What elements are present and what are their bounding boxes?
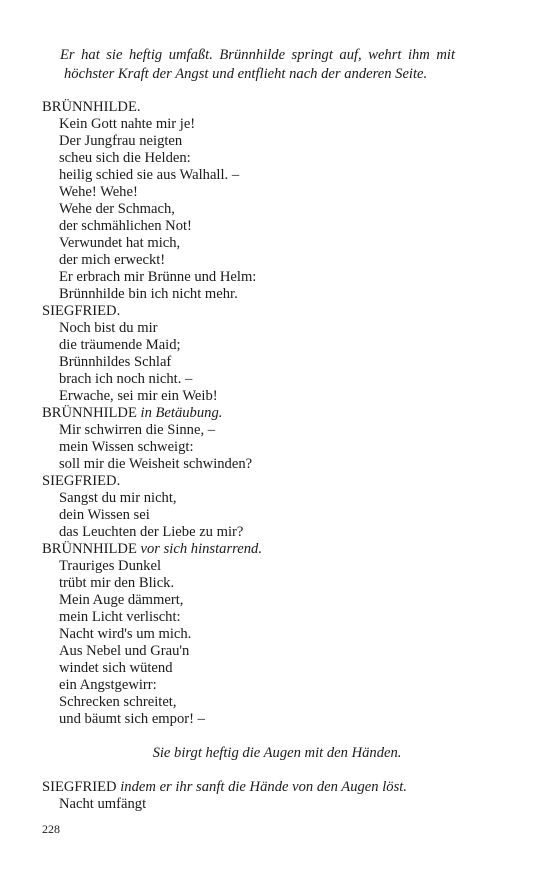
speaker-name: SIEGFRIED.	[42, 473, 121, 489]
speaker-name: BRÜNNHILDE	[42, 405, 137, 421]
verse-line: mein Licht verlischt:	[59, 609, 181, 625]
opening-stage-direction	[60, 46, 455, 84]
verse-line: Nacht umfängt	[59, 796, 147, 812]
page-number: 228	[42, 822, 60, 836]
speaker-direction: in Betäubung.	[140, 405, 223, 421]
verse-line: Wehe! Wehe!	[59, 184, 138, 200]
speaker-name: SIEGFRIED	[42, 779, 117, 795]
verse-line: dein Wissen sei	[59, 507, 150, 523]
verse-line: das Leuchten der Liebe zu mir?	[59, 524, 244, 540]
verse-line: der mich erweckt!	[59, 252, 166, 268]
verse-line: Brünnhilde bin ich nicht mehr.	[59, 286, 238, 302]
verse-line: heilig schied sie aus Walhall. –	[59, 167, 240, 183]
speaker-direction: vor sich hinstarrend.	[140, 541, 262, 557]
verse-line: die träumende Maid;	[59, 337, 181, 353]
dialogue-text	[42, 99, 512, 813]
verse-line: Kein Gott nahte mir je!	[59, 116, 196, 132]
speaker-heading	[42, 405, 512, 422]
speaker-heading	[42, 473, 512, 490]
verse-line: Mir schwirren die Sinne, –	[59, 422, 216, 438]
stage-direction: Sie birgt heftig die Augen mit den Händen.	[152, 745, 402, 761]
speaker-direction: indem er ihr sanft die Hände von den Augen löst.	[120, 779, 407, 795]
verse-line: Wehe der Schmach,	[59, 201, 175, 217]
speaker-name: BRÜNNHILDE.	[42, 99, 141, 115]
verse-line: und bäumt sich empor! –	[59, 711, 205, 727]
verse-line: Der Jungfrau neigten	[59, 133, 183, 149]
verse-line: Er erbrach mir Brünne und Helm:	[59, 269, 257, 285]
verse-line: Trauriges Dunkel	[59, 558, 162, 574]
verse-line: trübt mir den Blick.	[59, 575, 175, 591]
speaker-heading	[42, 99, 512, 116]
verse-line: scheu sich die Helden:	[59, 150, 191, 166]
verse-line: Aus Nebel und Grau'n	[59, 643, 190, 659]
verse-line: mein Wissen schweigt:	[59, 439, 194, 455]
stage-direction-line: höchster Kraft der Angst und entflieht nach der anderen Seite.	[64, 66, 428, 82]
verse-line: Verwundet hat mich,	[59, 235, 181, 251]
verse-line: Schrecken schreitet,	[59, 694, 177, 710]
stage-direction-line: Er hat sie heftig umfaßt. Brünnhilde springt auf, wehrt ihm mit	[60, 47, 455, 63]
speaker-heading	[42, 303, 512, 320]
verse-line: Nacht wird's um mich.	[59, 626, 192, 642]
speaker-heading	[42, 541, 512, 558]
speaker-heading	[42, 779, 512, 796]
verse-line: Sangst du mir nicht,	[59, 490, 177, 506]
verse-line: windet sich wütend	[59, 660, 173, 676]
verse-line: Erwache, sei mir ein Weib!	[59, 388, 218, 404]
verse-line: Noch bist du mir	[59, 320, 158, 336]
speaker-name: SIEGFRIED.	[42, 303, 121, 319]
speaker-name: BRÜNNHILDE	[42, 541, 137, 557]
verse-line: Mein Auge dämmert,	[59, 592, 184, 608]
verse-line: ein Angstgewirr:	[59, 677, 157, 693]
verse-line: brach ich noch nicht. –	[59, 371, 193, 387]
verse-line: soll mir die Weisheit schwinden?	[59, 456, 253, 472]
verse-line: der schmählichen Not!	[59, 218, 192, 234]
verse-line: Brünnhildes Schlaf	[59, 354, 172, 370]
